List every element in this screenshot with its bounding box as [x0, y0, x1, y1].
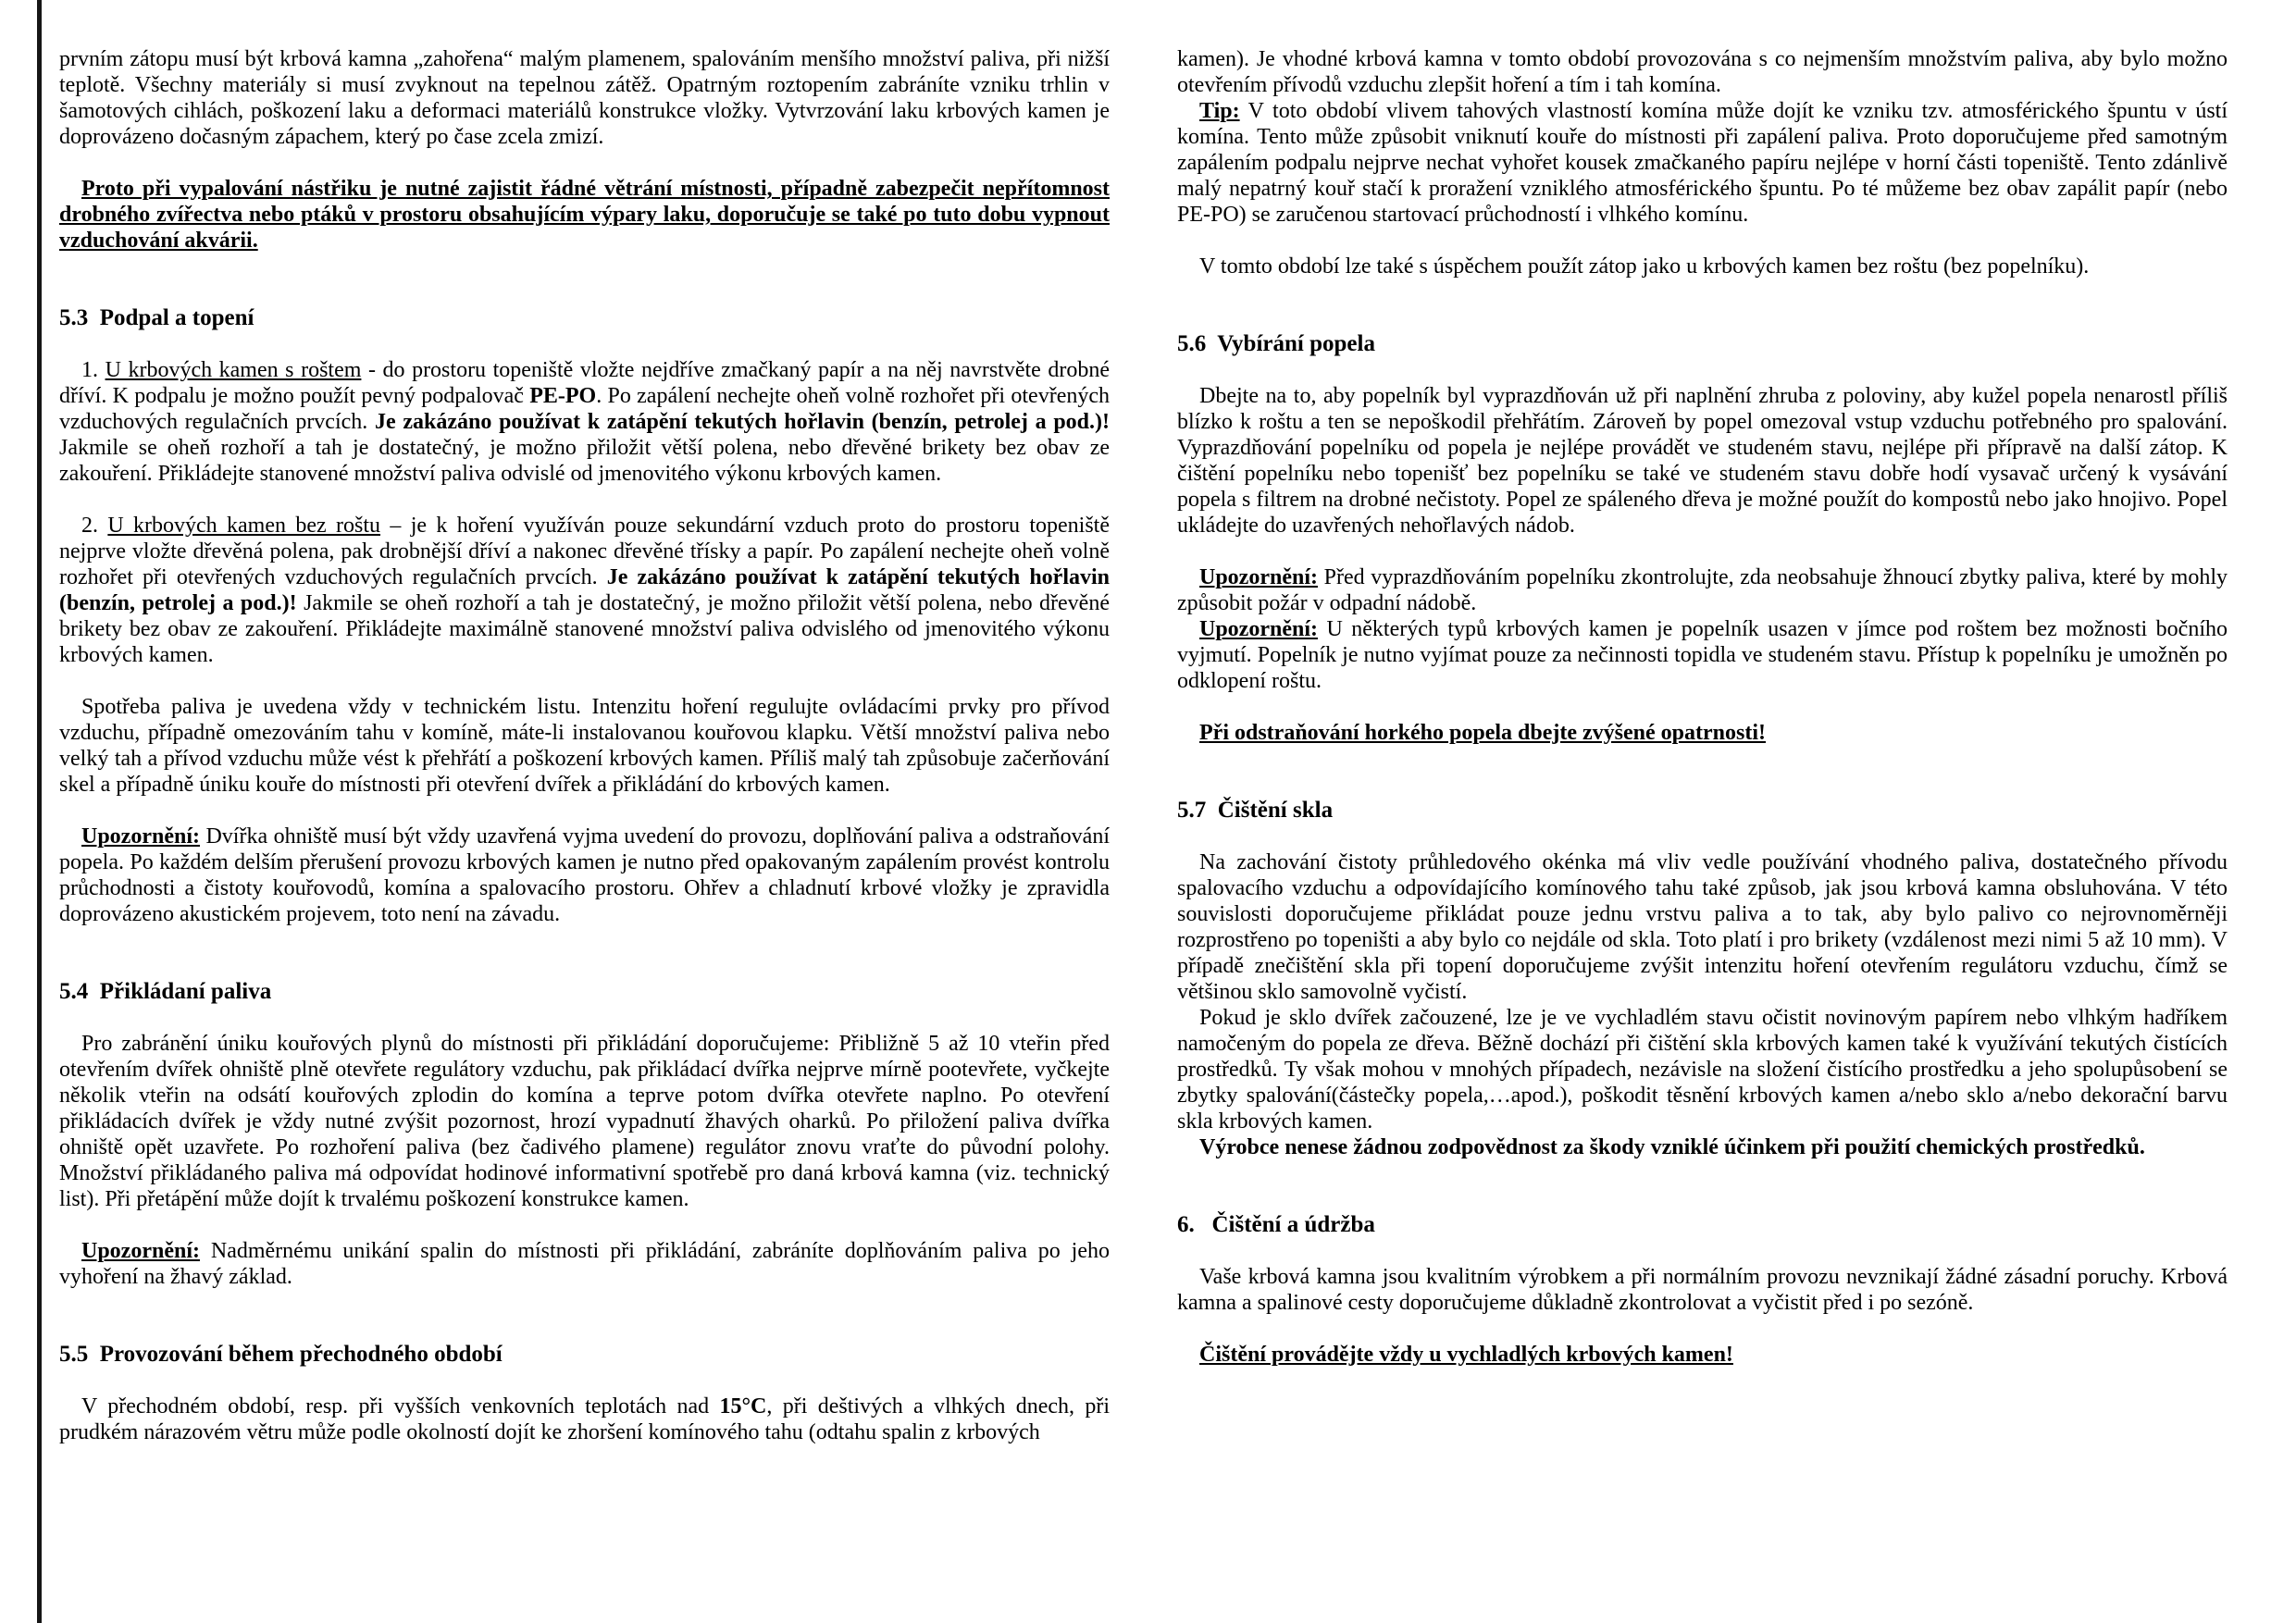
paragraph: [1177, 616, 2228, 694]
text-run: U krbových kamen s roštem: [105, 358, 362, 382]
blank-line: [59, 331, 1110, 357]
text-run: Jakmile se oheň rozhoří a tah je dostatečný, je možno přiložit větší polena, nebo dřevěné brikety bez obav ze zakouření. Přikládejte stanovené množství paliva odvislé od jmenovitého výkonu krbových kamen.: [59, 436, 1110, 486]
blank-line: [59, 150, 1110, 176]
text-run: Při odstraňování horkého popela dbejte zvýšené opatrnosti!: [1199, 721, 1766, 745]
paragraph: [1177, 98, 2228, 228]
text-run: U některých typů krbových kamen je popelník usazen v jímce pod roštem bez možnosti bočního vyjmutí. Popelník je nutno vyjímat pouze za nečinnosti topidla ve studeném stavu. Přístup k popelníku je umožněn po odklopení roštu.: [1177, 617, 2228, 693]
section-heading: [59, 979, 1110, 1005]
paragraph: [59, 1031, 1110, 1212]
paragraph: [59, 176, 1110, 254]
blank-line: [59, 1316, 1110, 1342]
blank-line: [1177, 1160, 2228, 1186]
blank-line: [59, 953, 1110, 979]
text-run: Jakmile se oheň rozhoří a tah je dostatečný, je možno přiložit větší polena, nebo dřevěné brikety bez obav ze zakouření. Přikládejte maximálně stanovené množství paliva odvislého od jmenovitého výkonu krbových kamen.: [59, 591, 1110, 667]
paragraph: [1177, 849, 2228, 1005]
text-run: Na zachování čistoty průhledového okénka má vliv vedle používání vhodného paliva, dostatečného přívodu spalovacího vzduchu a odpovídajícího komínového tahu také způsob, jak jsou krbová kamna obsluhována. V této souvislosti doporučujeme přikládat pouze jednu vrstvu paliva a to tak, aby bylo palivo co nejrovnoměrněji rozprostřeno po topeništi a aby bylo co nejdále od skla. Toto platí i pro brikety (vzdálenost mezi nimi 5 až 10 mm). V případě znečištění skla při topení doporučujeme zvýšit intenzitu hoření otevřením regulátoru vzduchu, čímž se většinou sklo samovolně vyčistí.: [1177, 850, 2228, 1004]
text-run: V tomto období lze také s úspěchem použít zátop jako u krbových kamen bez roštu (bez popelníku).: [1199, 254, 2090, 279]
paragraph: [1177, 1342, 2228, 1368]
blank-line: [1177, 1186, 2228, 1212]
section-heading: [1177, 798, 2228, 824]
blank-line: [59, 487, 1110, 513]
text-run: 2.: [81, 514, 108, 538]
text-run: Před vyprazdňováním popelníku zkontrolujte, zda neobsahuje žhnoucí zbytky paliva, které by mohly způsobit požár v odpadní nádobě.: [1177, 565, 2228, 615]
text-run: U krbových kamen bez roštu: [107, 514, 381, 538]
text-run: Je zakázáno používat k zatápění tekutých hořlavin (benzín, petrolej a pod.)!: [375, 410, 1110, 434]
blank-line: [59, 254, 1110, 279]
text-run: V toto období vlivem tahových vlastností komína může dojít ke vzniku tzv. atmosférického špuntu v ústí komína. Tento může způsobit vniknutí kouře do místnosti při zapálení paliva. Proto doporučujeme před samotným zapálením podpalu nejprve nechat vyhořet kousek zmačkaného papíru nejlépe v horní části topeniště. Tento zdánlivě malý nepatrný kouř stačí k proražení vzniklého atmosférického špuntu. Po té můžeme bez obav zapálit papír (nebo PE-PO) se zaručenou startovací průchodností i vlhkého komínu.: [1177, 99, 2228, 227]
paragraph: [1177, 564, 2228, 616]
blank-line: [59, 279, 1110, 305]
text-run: prvním zátopu musí být krbová kamna „zahořena“ malým plamenem, spalováním menšího množství paliva, při nižší teplotě. Všechny materiály si musí zvyknout na tepelnou zátěž. Opatrným roztopením zabráníte vzniku trhlin v šamotových cihlách, poškození laku a deformaci materiálů konstrukce vložky. Vytvrzování laku krbových kamen je doprovázeno dočasným zápachem, který po čase zcela zmizí.: [59, 47, 1110, 149]
text-run: Pro zabránění úniku kouřových plynů do místnosti při přikládání doporučujeme: Přibližně 5 až 10 vteřin před otevřením dvířek ohniště plně otevřete regulátory vzduchu, pak přikládací dvířka nejprve mírně pootevřete, vyčkejte několik vteřin na odsátí kouřových zplodin do komína a teprve potom dvířka otevřete naplno. Po otevření přikládacích dvířek je vždy nutné zvýšit pozornost, hrozí vypadnutí žhavých oharků. Po přiložení paliva dvířka ohniště opět uzavřete. Po rozhoření paliva (bez čadivého plamene) regulátor znovu vraťte do původní polohy. Množství přikládaného paliva má odpovídat hodinové informativní spotřebě pro daná krbová kamna (viz. technický list). Při přetápění může dojít k trvalému poškození konstrukce kamen.: [59, 1032, 1110, 1211]
blank-line: [1177, 279, 2228, 305]
text-run: Upozornění:: [1199, 565, 1318, 589]
text-run: kamen). Je vhodné krbová kamna v tomto období provozována s co nejmenším množstvím paliva, aby bylo možno otevřením přívodů vzduchu zlepšit hoření a tím i tah komína.: [1177, 47, 2228, 97]
section-heading: [59, 305, 1110, 331]
text-run: PE-PO: [529, 384, 597, 408]
blank-line: [1177, 305, 2228, 331]
text-run: Upozornění:: [81, 1239, 200, 1263]
blank-line: [59, 1290, 1110, 1316]
text-run: Spotřeba paliva je uvedena vždy v technickém listu. Intenzitu hoření regulujte ovládacími prvky pro přívod vzduchu, případně omezováním tahu v komíně, máte-li instalovanou kouřovou klapku. Větší množství paliva nebo velký tah a přívod vzduchu může vést k přehřátí a poškození krbových kamen. Příliš malý tah způsobuje začerňování skel a případně úniku kouře do místnosti při otevření dvířek a přikládání do krbových kamen.: [59, 695, 1110, 797]
paragraph: [59, 1238, 1110, 1290]
text-run: Pokud je sklo dvířek začouzené, lze je ve vychladlém stavu očistit novinovým papírem nebo vlhkým hadříkem namočeným do popela ze dřeva. Běžně dochází při čištění skla krbových kamen také k využívání tekutých čistících prostředků. Ty však mohou v mnohých případech, nezávisle na složení čistícího prostředku a jeho spolupůsobení se zbytky spalování(částečky popela,…apod.), poškodit těsnění krbových kamen a/nebo sklo a/nebo dekorační barvu skla krbových kamen.: [1177, 1006, 2228, 1134]
paragraph: [1177, 1264, 2228, 1316]
paragraph: [1177, 720, 2228, 746]
blank-line: [1177, 228, 2228, 254]
text-run: Vaše krbová kamna jsou kvalitním výrobkem a při normálním provozu nevznikají žádné zásadní poruchy. Krbová kamna a spalinové cesty doporučujeme důkladně zkontrolovat a vyčistit před i po sezóně.: [1177, 1265, 2228, 1315]
text-run: 5.6 Vybírání popela: [1177, 331, 1375, 356]
blank-line: [1177, 746, 2228, 772]
text-run: 5.3 Podpal a topení: [59, 305, 254, 330]
text-run: Upozornění:: [1199, 617, 1318, 641]
paragraph: [59, 694, 1110, 798]
text-run: Dvířka ohniště musí být vždy uzavřená vyjma uvedení do provozu, doplňování paliva a odstraňování popela. Po každém delším přerušení provozu krbových kamen je nutno před opakovaným zapálením provést kontrolu průchodnosti a čistoty kouřovodů, komína a spalovacího prostoru. Ohřev a chladnutí krbové vložky je zpravidla doprovázeno akustickém projevem, toto není na závadu.: [59, 824, 1110, 926]
left-column: [59, 46, 1110, 1586]
text-run: . Po zapálení nechejte oheň volně rozhořet při otevřených vzduchových regulačních prvcích.: [59, 384, 1110, 434]
blank-line: [1177, 1238, 2228, 1264]
paragraph: [1177, 1005, 2228, 1134]
section-heading: [1177, 1212, 2228, 1238]
text-run: Čištění provádějte vždy u vychladlých krbových kamen!: [1199, 1343, 1733, 1367]
blank-line: [1177, 539, 2228, 564]
text-run: 5.5 Provozování během přechodného období: [59, 1342, 503, 1367]
text-run: 5.4 Přikládaní paliva: [59, 979, 272, 1004]
blank-line: [59, 798, 1110, 824]
scan-artifact-line: [37, 0, 42, 1623]
paragraph: [59, 1394, 1110, 1445]
blank-line: [1177, 772, 2228, 798]
blank-line: [1177, 1316, 2228, 1342]
text-run: 6. Čištění a údržba: [1177, 1212, 1375, 1237]
text-run: Dbejte na to, aby popelník byl vyprazdňován už při naplnění zhruba z poloviny, aby kužel popela nenarostl příliš blízko k roštu a ten se nepoškodil přehřátím. Zároveň by popel omezoval vstup vzduchu potřebného pro spalování. Vyprazdňování popelníku od popela je nejlépe provádět ve studeném stavu, nejlépe při přípravě na další zátop. K čištění popelníku nebo topenišť bez popelníku se také ve studeném stavu dobře hodí vysavač určený k vysávání popela s filtrem na drobné nečistoty. Popel ze spáleného dřeva je možné použít do kompostů nebo jako hnojivo. Popel ukládejte do uzavřených nehořlavých nádob.: [1177, 384, 2228, 538]
paragraph: [59, 513, 1110, 668]
blank-line: [1177, 357, 2228, 383]
paragraph: [1177, 383, 2228, 539]
text-run: , při deštivých a vlhkých dnech, při prudkém nárazovém větru může podle okolností dojít ke zhoršení komínového tahu (odtahu spalin z krbových: [59, 1394, 1110, 1444]
blank-line: [59, 1368, 1110, 1394]
text-run: - do prostoru topeniště vložte nejdříve zmačkaný papír a na něj navrstvěte drobné dříví. K podpalu je možno použít pevný podpalovač: [59, 358, 1111, 408]
right-column: [1177, 46, 2228, 1586]
paragraph: [1177, 254, 2228, 279]
text-run: 1.: [81, 358, 105, 382]
blank-line: [1177, 694, 2228, 720]
paragraph: [1177, 46, 2228, 98]
text-run: Tip:: [1199, 99, 1240, 123]
paragraph: [59, 824, 1110, 927]
text-run: Upozornění:: [81, 824, 200, 849]
blank-line: [59, 927, 1110, 953]
paragraph: [1177, 1134, 2228, 1160]
paragraph: [59, 46, 1110, 150]
blank-line: [59, 1212, 1110, 1238]
text-run: 5.7 Čištění skla: [1177, 798, 1334, 823]
blank-line: [1177, 824, 2228, 849]
text-run: Výrobce nenese žádnou zodpovědnost za škody vzniklé účinkem při použití chemických prostředků.: [1199, 1135, 2145, 1159]
text-run: – je k hoření využíván pouze sekundární vzduch proto do prostoru topeniště nejprve vložte dřevěná polena, pak drobnější dříví a nakonec dřevěné třísky a papír. Po zapálení nechejte oheň volně rozhořet při otevřených vzduchových regulačních prvcích.: [59, 514, 1111, 589]
section-heading: [1177, 331, 2228, 357]
section-heading: [59, 1342, 1110, 1368]
text-run: Proto při vypalování nástřiku je nutné zajistit řádné větrání místnosti, případně zabezpečit nepřítomnost drobného zvířectva nebo ptáků v prostoru obsahujícím výpary laku, doporučuje se také po tuto dobu vypnout vzduchování akvárii.: [59, 177, 1110, 253]
text-run: Nadměrnému unikání spalin do místnosti při přikládání, zabráníte doplňováním paliva po jeho vyhoření na žhavý základ.: [59, 1239, 1110, 1289]
blank-line: [59, 1005, 1110, 1031]
paragraph: [59, 357, 1110, 487]
blank-line: [59, 668, 1110, 694]
text-run: V přechodném období, resp. při vyšších venkovních teplotách nad: [81, 1394, 720, 1419]
text-run: Je zakázáno používat k zatápění tekutých hořlavin (benzín, petrolej a pod.)!: [59, 565, 1110, 615]
text-run: 15°C: [719, 1394, 767, 1419]
